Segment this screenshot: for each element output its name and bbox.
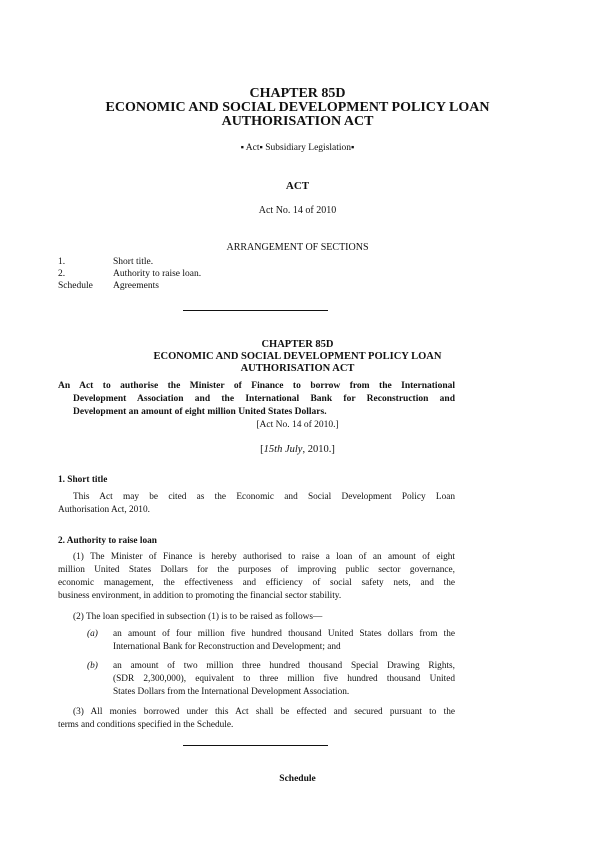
body-chapter-heading: CHAPTER 85D: [261, 339, 334, 350]
item-b-label: (b): [87, 661, 98, 671]
act-number: Act No. 14 of 2010: [258, 205, 337, 216]
section-divider: [183, 745, 328, 746]
item-b-line-2: (SDR 2,300,000), equivalent to three million five hundred thousand United: [113, 674, 455, 684]
section-1-heading: 1. Short title: [58, 475, 108, 485]
arrangement-item-number: 1.: [58, 257, 66, 267]
date-day: 15th July: [263, 444, 303, 455]
section-2-para-1-line-3: economic management, the effectiveness and efficiency of social safety nets, and the: [58, 578, 455, 588]
arrangement-item-label: Authority to raise loan.: [113, 269, 202, 279]
date-rest: , 2010.]: [302, 444, 335, 455]
arrangement-item-number: Schedule: [58, 281, 93, 291]
arrangement-item-number: 2.: [58, 269, 66, 279]
body-title-line-2: AUTHORISATION ACT: [240, 363, 355, 374]
section-2-heading: 2. Authority to raise loan: [58, 536, 157, 546]
act-title-line-1: ECONOMIC AND SOCIAL DEVELOPMENT POLICY LOAN: [105, 100, 490, 115]
arrangement-heading: ARRANGEMENT OF SECTIONS: [226, 242, 369, 253]
section-2-para-1-line-4: business environment, in addition to promoting the financial sector stability.: [58, 591, 342, 601]
section-1-text-line-2: Authorisation Act, 2010.: [58, 505, 150, 515]
section-2-para-2: (2) The loan specified in subsection (1) is to be raised as follows—: [73, 612, 323, 622]
section-2-para-3-line-1: (3) All monies borrowed under this Act shall be effected and secured pursuant to the: [73, 707, 455, 717]
item-b-line-1: an amount of two million three hundred thousand Special Drawing Rights,: [113, 661, 455, 671]
act-heading: ACT: [285, 180, 310, 192]
act-reference: [Act No. 14 of 2010.]: [256, 420, 339, 430]
section-2-para-1-line-2: million United States Dollars for the purposes of improving public sector governance,: [58, 565, 455, 575]
item-a-label: (a): [87, 629, 98, 639]
arrangement-item[interactable]: [58, 269, 201, 280]
schedule-heading[interactable]: Schedule: [279, 774, 316, 784]
arrangement-item[interactable]: [58, 257, 153, 268]
chapter-heading: CHAPTER 85D: [249, 86, 346, 101]
long-title-line-3: Development an amount of eight million United States Dollars.: [73, 407, 327, 417]
long-title-line-2: Development Association and the International Bank for Reconstruction and: [73, 394, 455, 404]
commencement-date: [0, 443, 595, 456]
arrangement-item-label: Short title.: [113, 257, 154, 267]
section-2-para-3-line-2: terms and conditions specified in the Schedule.: [58, 720, 234, 730]
section-divider: [183, 310, 328, 311]
body-title-line-1: ECONOMIC AND SOCIAL DEVELOPMENT POLICY LOAN: [153, 351, 442, 362]
act-title-line-2: AUTHORISATION ACT: [221, 114, 374, 129]
legislation-nav-links[interactable]: ▪ Act▪ Subsidiary Legislation▪: [240, 143, 355, 153]
item-b-line-3: States Dollars from the International Development Association.: [113, 687, 350, 697]
item-a-line-1: an amount of four million five hundred thousand United States dollars from the: [113, 629, 455, 639]
item-a-line-2: International Bank for Reconstruction and Development; and: [113, 642, 341, 652]
long-title-line-1: An Act to authorise the Minister of Finance to borrow from the International: [58, 381, 455, 391]
section-1-text-line-1: This Act may be cited as the Economic and Social Development Policy Loan: [73, 492, 455, 502]
date-bracket-open: [: [260, 444, 264, 455]
arrangement-item-label: Agreements: [113, 281, 159, 291]
section-2-para-1-line-1: (1) The Minister of Finance is hereby authorised to raise a loan of an amount of eight: [73, 552, 455, 562]
arrangement-item[interactable]: [58, 281, 159, 292]
